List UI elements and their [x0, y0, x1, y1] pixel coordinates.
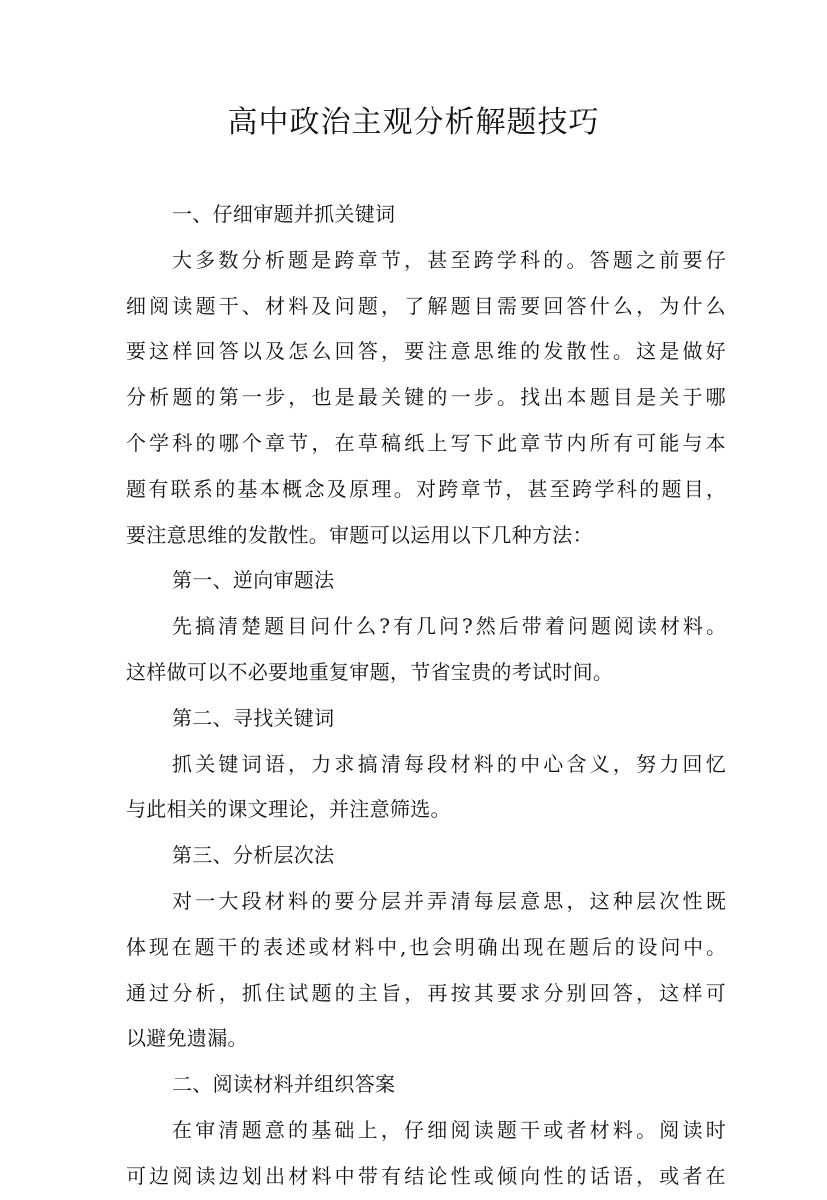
- section-heading-1: 一、仔细审题并抓关键词: [172, 202, 396, 226]
- paragraph-line: 可边阅读边划出材料中带有结论性或倾向性的话语，或者在: [126, 1163, 726, 1188]
- paragraph-line: 通过分析，抓住试题的主旨，再按其要求分别回答，这样可: [126, 980, 726, 1005]
- paragraph-line: 以避免遗漏。: [126, 1026, 248, 1051]
- paragraph-line: 与此相关的课文理论，并注意筛选。: [126, 797, 451, 822]
- paragraph-line: 分析题的第一步，也是最关键的一步。找出本题目是关于哪: [126, 385, 726, 410]
- document-title: 高中政治主观分析解题技巧: [227, 105, 600, 140]
- subheading-reverse-review: 第一、逆向审题法: [172, 568, 335, 593]
- paragraph-line: 大多数分析题是跨章节，甚至跨学科的。答题之前要仔: [172, 247, 726, 272]
- section-heading-2: 二、阅读材料并组织答案: [172, 1072, 396, 1097]
- paragraph-line: 个学科的哪个章节，在草稿纸上写下此章节内所有可能与本: [126, 430, 726, 455]
- paragraph-line: 要注意思维的发散性。审题可以运用以下几种方法：: [126, 522, 593, 547]
- paragraph-line: 抓关键词语，力求搞清每段材料的中心含义，努力回忆: [172, 751, 726, 776]
- paragraph-line: 要这样回答以及怎么回答，要注意思维的发散性。这是做好: [126, 339, 726, 364]
- paragraph-line: 对一大段材料的要分层并弄清每层意思，这种层次性既: [172, 888, 726, 913]
- paragraph-line: 体现在题干的表述或材料中,也会明确出现在题后的设问中。: [126, 934, 726, 959]
- paragraph-line: 在审清题意的基础上，仔细阅读题干或者材料。阅读时: [172, 1117, 726, 1142]
- paragraph-line: 先搞清楚题目问什么?有几问?然后带着问题阅读材料。: [172, 614, 726, 639]
- paragraph-line: 题有联系的基本概念及原理。对跨章节，甚至跨学科的题目，: [126, 476, 726, 501]
- paragraph-line: 这样做可以不必要地重复审题，节省宝贵的考试时间。: [126, 659, 614, 684]
- document-body: [126, 192, 726, 1200]
- subheading-find-keywords: 第二、寻找关键词: [172, 705, 335, 730]
- paragraph-line: 细阅读题干、材料及问题，了解题目需要回答什么，为什么: [126, 293, 726, 318]
- subheading-layer-analysis: 第三、分析层次法: [172, 843, 335, 868]
